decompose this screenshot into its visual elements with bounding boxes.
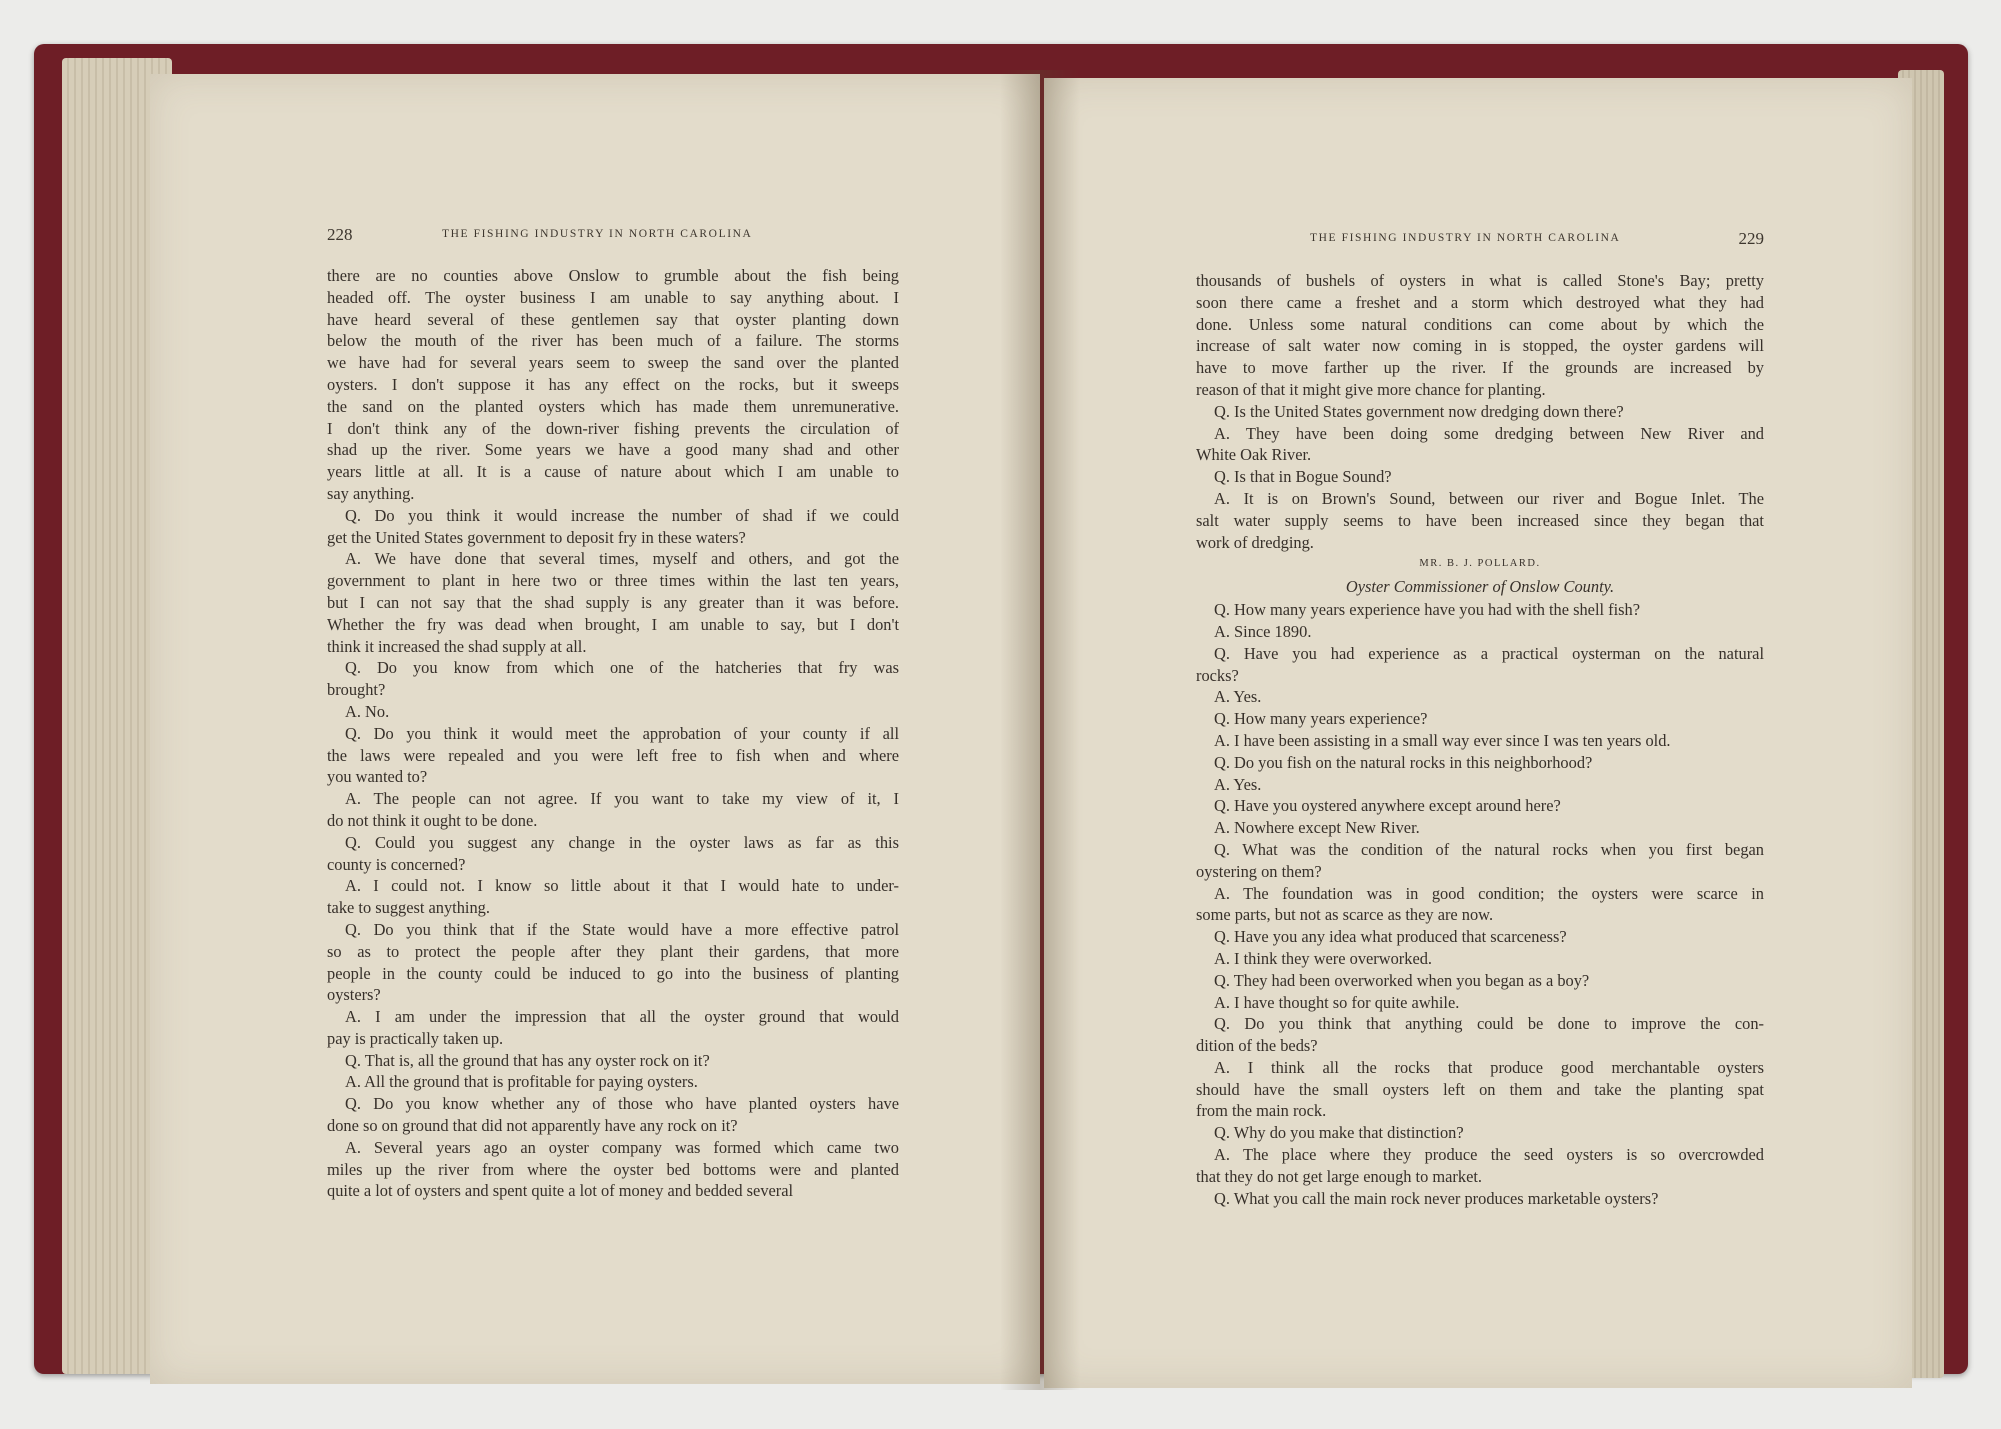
text-line: Q. What you call the main rock never produces marketable oysters? [1214,1188,1659,1208]
text-line: A. It is on Brown's Sound, between our river and Bogue Inlet. The [1214,488,1764,508]
text-line: reason of that it might give more chance for planting. [1196,379,1546,399]
text-line: A. I think all the rocks that produce good merchantable oysters [1214,1057,1764,1077]
text-line: pay is practically taken up. [327,1028,504,1048]
page-number: 228 [327,225,353,244]
text-line: that they do not get large enough to market. [1196,1166,1483,1186]
left-page-body [327,265,899,1202]
text-line: have to move farther up the river. If the grounds are increased by [1196,358,1764,378]
right-text-block-b [1196,599,1764,1209]
text-line: there are no counties above Onslow to grumble about the fish being [327,266,899,285]
text-line: Q. How many years experience have you had with the shell fish? [1214,600,1641,620]
text-line: Q. How many years experience? [1214,709,1428,729]
text-line: A. I am under the impression that all the oyster ground that would [345,1007,899,1027]
right-page-body [1196,270,1764,1209]
text-line: dition of the beds? [1196,1036,1318,1056]
text-line: some parts, but not as scarce as they are now. [1196,905,1494,925]
text-line: thousands of bushels of oysters in what is called Stone's Bay; pretty [1196,271,1764,290]
text-line: work of dredging. [1196,532,1314,552]
text-line: oysters? [327,985,381,1005]
text-line: quite a lot of oysters and spent quite a lot of money and bedded several [327,1181,794,1201]
text-line: done so on ground that did not apparently have any rock on it? [327,1116,738,1136]
text-line: soon there came a freshet and a storm which destroyed what they had [1196,292,1764,312]
text-line: county is concerned? [327,854,466,874]
text-line: should have the small oysters left on them and take the planting spat [1196,1079,1764,1099]
text-line: say anything. [327,483,415,503]
text-line: the sand on the planted oysters which has made them unremunerative. [327,396,899,416]
text-line: A. The foundation was in good condition; the oysters were scarce in [1214,883,1764,903]
book-gutter [1000,70,1080,1390]
text-line: Q. Have you oystered anywhere except around here? [1214,796,1561,816]
right-page-header [1196,229,1764,251]
left-page-header [327,225,899,247]
text-line: Whether the fry was dead when brought, I am unable to say, but I don't [327,614,899,634]
text-line: we have had for several years seem to sweep the sand over the planted [327,353,899,373]
text-line: A. I have thought so for quite awhile. [1214,992,1460,1012]
text-line: Q. Do you think that anything could be done to improve the con- [1214,1014,1764,1034]
text-line: A. Yes. [1214,774,1262,794]
text-line: do not think it ought to be done. [327,810,538,830]
text-line: Q. Do you think it would meet the approbation of your county if all [345,723,899,743]
text-line: from the main rock. [1196,1101,1327,1121]
text-line: oysters. I don't suppose it has any effect on the rocks, but it sweeps [327,374,899,394]
text-line: A. The people can not agree. If you want to take my view of it, I [345,789,899,809]
text-line: Q. Do you know whether any of those who have planted oysters have [345,1094,899,1114]
running-head: THE FISHING INDUSTRY IN NORTH CAROLINA [442,228,753,240]
text-line: think it increased the shad supply at all. [327,636,587,656]
text-line: A. No. [345,701,390,721]
text-line: Q. Do you fish on the natural rocks in this neighborhood? [1214,752,1593,772]
text-line: so as to protect the people after they plant their gardens, that more [327,941,899,961]
text-line: headed off. The oyster business I am unable to say anything about. I [327,287,899,307]
text-line: rocks? [1196,665,1239,685]
text-line: but I can not say that the shad supply is any greater than it was before. [327,592,899,612]
text-line: Q. Do you think that if the State would have a more effective patrol [345,919,899,939]
text-line: Q. Do you know from which one of the hatcheries that fry was [345,658,899,678]
text-line: increase of salt water now coming in is stopped, the oyster gardens will [1196,336,1764,356]
text-line: Q. Could you suggest any change in the oyster laws as far as this [345,832,899,852]
text-line: the laws were repealed and you were left free to fish when and where [327,745,899,765]
text-line: take to suggest anything. [327,898,490,918]
text-line: I don't think any of the down-river fishing prevents the circulation of [327,418,899,438]
book-spine [900,44,1090,70]
text-line: A. I think they were overworked. [1214,948,1433,968]
text-line: Q. Why do you make that distinction? [1214,1123,1464,1143]
text-line: miles up the river from where the oyster bed bottoms were and planted [327,1159,899,1179]
text-line: Q. Do you think it would increase the number of shad if we could [345,505,899,525]
text-line: people in the county could be induced to go into the business of planting [327,963,899,983]
text-line: Q. What was the condition of the natural rocks when you first began [1214,839,1764,859]
text-line: A. We have done that several times, myself and others, and got the [345,549,899,569]
text-line: Q. They had been overworked when you began as a boy? [1214,970,1590,990]
text-line: A. Nowhere except New River. [1214,818,1420,838]
text-line: A. All the ground that is profitable for paying oysters. [345,1072,698,1092]
text-line: brought? [327,680,386,700]
text-line: have heard several of these gentlemen say that oyster planting down [327,309,899,329]
text-line: oystering on them? [1196,861,1322,881]
text-line: White Oak River. [1196,445,1312,465]
speaker-heading: MR. B. J. POLLARD. [1419,558,1541,570]
text-line: done. Unless some natural conditions can come about by which the [1196,314,1764,334]
text-line: years little at all. It is a cause of nature about which I am unable to [327,462,899,482]
text-line: Q. Have you had experience as a practical oysterman on the natural [1214,643,1764,663]
text-line: you wanted to? [327,767,428,787]
text-line: below the mouth of the river has been much of a failure. The storms [327,331,899,351]
running-head: THE FISHING INDUSTRY IN NORTH CAROLINA [1310,232,1621,244]
text-line: A. They have been doing some dredging between New River and [1214,423,1764,443]
text-line: A. Yes. [1214,687,1262,707]
text-line: A. Several years ago an oyster company was formed which came two [345,1137,899,1157]
text-line: A. I have been assisting in a small way ever since I was ten years old. [1214,730,1671,750]
text-line: salt water supply seems to have been increased since they began that [1196,510,1764,530]
text-line: Q. Is that in Bogue Sound? [1214,467,1392,487]
page-number: 229 [1738,229,1764,248]
right-text-block-a [1196,270,1764,553]
text-line: A. I could not. I know so little about it that I would hate to under- [345,876,899,896]
text-line: get the United States government to deposit fry in these waters? [327,527,746,547]
text-line: Q. Have you any idea what produced that scarceness? [1214,927,1567,947]
text-line: shad up the river. Some years we have a good many shad and other [327,440,899,460]
text-line: A. Since 1890. [1214,621,1312,641]
text-line: Q. Is the United States government now dredging down there? [1214,401,1624,421]
text-line: government to plant in here two or three times within the last ten years, [327,571,899,591]
text-line: Q. That is, all the ground that has any oyster rock on it? [345,1050,710,1070]
speaker-title: Oyster Commissioner of Onslow County. [1345,577,1615,597]
text-line: A. The place where they produce the seed oysters is so overcrowded [1214,1145,1764,1165]
